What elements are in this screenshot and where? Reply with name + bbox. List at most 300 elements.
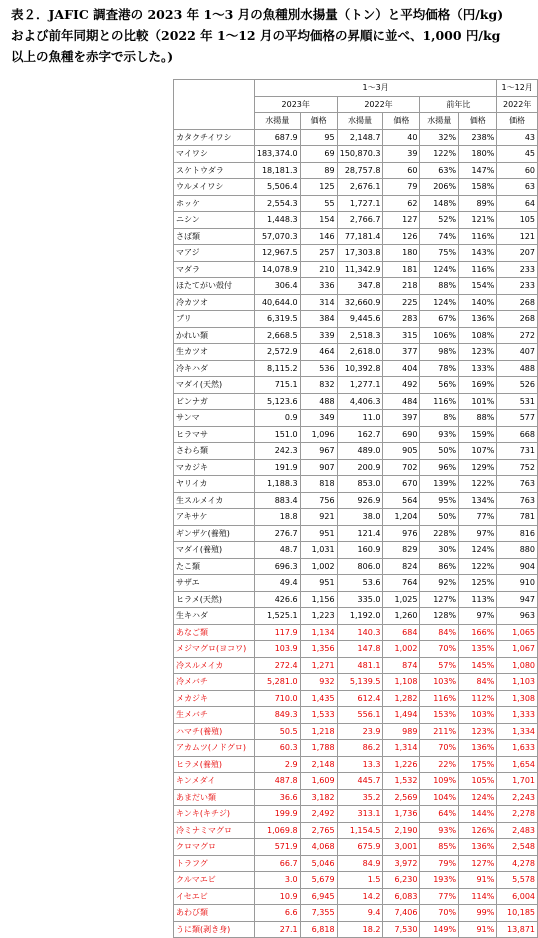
volume-2023: 50.5 xyxy=(254,723,300,740)
price-2022-full: 233 xyxy=(497,261,538,278)
volume-2023: 883.4 xyxy=(254,492,300,509)
price-2022-full: 531 xyxy=(497,393,538,410)
price-ratio: 99% xyxy=(459,905,497,922)
price-2022-full: 1,333 xyxy=(497,707,538,724)
table-row xyxy=(174,789,538,806)
volume-2022: 853.0 xyxy=(337,476,383,493)
price-2023: 464 xyxy=(300,344,337,361)
volume-ratio: 116% xyxy=(420,393,459,410)
price-2023: 125 xyxy=(300,179,337,196)
species-name: 生メバチ xyxy=(174,707,255,724)
price-ratio: 127% xyxy=(459,855,497,872)
price-ratio: 84% xyxy=(459,674,497,691)
species-name: マダイ(天然) xyxy=(174,377,255,394)
price-ratio: 125% xyxy=(459,575,497,592)
price-2022-full: 1,065 xyxy=(497,624,538,641)
price-ratio: 123% xyxy=(459,723,497,740)
price-2022: 6,083 xyxy=(383,888,420,905)
price-2023: 921 xyxy=(300,509,337,526)
volume-ratio: 149% xyxy=(420,921,459,938)
price-ratio: 103% xyxy=(459,707,497,724)
species-name: ブリ xyxy=(174,311,255,328)
species-name: 冷カツオ xyxy=(174,294,255,311)
fish-landings-table xyxy=(173,79,538,938)
price-2022-full: 668 xyxy=(497,426,538,443)
species-name: さわら類 xyxy=(174,443,255,460)
price-2022: 670 xyxy=(383,476,420,493)
price-2022-full: 105 xyxy=(497,212,538,229)
price-ratio: 136% xyxy=(459,839,497,856)
species-name: うに類(剥き身) xyxy=(174,921,255,938)
volume-2022: 38.0 xyxy=(337,509,383,526)
price-2023: 1,356 xyxy=(300,641,337,658)
price-2022: 180 xyxy=(383,245,420,262)
price-ratio: 124% xyxy=(459,542,497,559)
price-ratio: 133% xyxy=(459,360,497,377)
table-row xyxy=(174,179,538,196)
species-name: イセエビ xyxy=(174,888,255,905)
volume-2023: 1,448.3 xyxy=(254,212,300,229)
species-name: サンマ xyxy=(174,410,255,427)
price-2022: 181 xyxy=(383,261,420,278)
price-ratio: 122% xyxy=(459,558,497,575)
price-2023: 95 xyxy=(300,129,337,146)
table-row xyxy=(174,690,538,707)
species-name: ヤリイカ xyxy=(174,476,255,493)
volume-2023: 2,668.5 xyxy=(254,327,300,344)
species-name: 生スルメイカ xyxy=(174,492,255,509)
volume-2022: 335.0 xyxy=(337,591,383,608)
price-ratio: 77% xyxy=(459,509,497,526)
price-ratio: 123% xyxy=(459,344,497,361)
price-2023: 1,788 xyxy=(300,740,337,757)
price-2023: 154 xyxy=(300,212,337,229)
price-2023: 3,182 xyxy=(300,789,337,806)
price-2022-full: 526 xyxy=(497,377,538,394)
price-2022-full: 577 xyxy=(497,410,538,427)
volume-2022: 11,342.9 xyxy=(337,261,383,278)
table-row xyxy=(174,360,538,377)
volume-ratio: 52% xyxy=(420,212,459,229)
species-name: 冷メバチ xyxy=(174,674,255,691)
volume-ratio: 88% xyxy=(420,278,459,295)
price-2022: 1,260 xyxy=(383,608,420,625)
volume-2022: 86.2 xyxy=(337,740,383,757)
price-ratio: 143% xyxy=(459,245,497,262)
table-row xyxy=(174,459,538,476)
price-2022-full: 488 xyxy=(497,360,538,377)
price-2022-full: 1,103 xyxy=(497,674,538,691)
price-2022: 702 xyxy=(383,459,420,476)
price-2022-full: 6,004 xyxy=(497,888,538,905)
price-2023: 6,945 xyxy=(300,888,337,905)
volume-ratio: 103% xyxy=(420,674,459,691)
volume-2022: 147.8 xyxy=(337,641,383,658)
caption-line-3: 以上の魚種を赤字で示した。) xyxy=(11,49,174,64)
price-ratio: 88% xyxy=(459,410,497,427)
price-ratio: 107% xyxy=(459,443,497,460)
volume-ratio: 228% xyxy=(420,525,459,542)
volume-2023: 18,181.3 xyxy=(254,162,300,179)
volume-2022: 313.1 xyxy=(337,806,383,823)
volume-2023: 18.8 xyxy=(254,509,300,526)
price-2022-full: 1,080 xyxy=(497,657,538,674)
price-ratio: 126% xyxy=(459,822,497,839)
price-2023: 69 xyxy=(300,146,337,163)
volume-2022: 11.0 xyxy=(337,410,383,427)
header-year-2022: 2022年 xyxy=(337,96,420,113)
volume-2022: 5,139.5 xyxy=(337,674,383,691)
volume-ratio: 106% xyxy=(420,327,459,344)
species-name: 生キハダ xyxy=(174,608,255,625)
volume-2022: 150,870.3 xyxy=(337,146,383,163)
volume-2023: 426.6 xyxy=(254,591,300,608)
price-2023: 1,002 xyxy=(300,558,337,575)
species-name: サザエ xyxy=(174,575,255,592)
price-ratio: 121% xyxy=(459,212,497,229)
price-2023: 89 xyxy=(300,162,337,179)
price-2022-full: 1,308 xyxy=(497,690,538,707)
price-ratio: 140% xyxy=(459,294,497,311)
price-2022: 492 xyxy=(383,377,420,394)
volume-2022: 347.8 xyxy=(337,278,383,295)
price-ratio: 114% xyxy=(459,888,497,905)
header-year-2023: 2023年 xyxy=(254,96,337,113)
volume-ratio: 84% xyxy=(420,624,459,641)
price-2022: 315 xyxy=(383,327,420,344)
volume-2023: 117.9 xyxy=(254,624,300,641)
price-2022: 7,406 xyxy=(383,905,420,922)
volume-ratio: 92% xyxy=(420,575,459,592)
volume-2023: 696.3 xyxy=(254,558,300,575)
price-2023: 488 xyxy=(300,393,337,410)
price-2022: 404 xyxy=(383,360,420,377)
price-2022: 1,204 xyxy=(383,509,420,526)
volume-2023: 1,069.8 xyxy=(254,822,300,839)
price-2022: 6,230 xyxy=(383,872,420,889)
price-2022-full: 947 xyxy=(497,591,538,608)
species-name: メジマグロ(ヨコワ) xyxy=(174,641,255,658)
price-2022: 127 xyxy=(383,212,420,229)
species-name: マダイ(養殖) xyxy=(174,542,255,559)
price-ratio: 129% xyxy=(459,459,497,476)
volume-2022: 2,676.1 xyxy=(337,179,383,196)
table-row xyxy=(174,393,538,410)
price-2022: 1,108 xyxy=(383,674,420,691)
volume-2023: 487.8 xyxy=(254,773,300,790)
header-volume-2022: 水揚量 xyxy=(337,113,383,130)
table-row xyxy=(174,756,538,773)
volume-2023: 60.3 xyxy=(254,740,300,757)
volume-2022: 926.9 xyxy=(337,492,383,509)
header-volume-yoy: 水揚量 xyxy=(420,113,459,130)
volume-2023: 5,281.0 xyxy=(254,674,300,691)
price-2022: 40 xyxy=(383,129,420,146)
table-row xyxy=(174,921,538,938)
price-ratio: 112% xyxy=(459,690,497,707)
header-species-blank xyxy=(174,80,255,130)
price-ratio: 159% xyxy=(459,426,497,443)
species-name: キンキ(キチジ) xyxy=(174,806,255,823)
volume-ratio: 85% xyxy=(420,839,459,856)
price-2022: 3,001 xyxy=(383,839,420,856)
price-2022-full: 1,701 xyxy=(497,773,538,790)
price-2022-full: 268 xyxy=(497,294,538,311)
volume-2022: 1,192.0 xyxy=(337,608,383,625)
species-name: あなご類 xyxy=(174,624,255,641)
price-2023: 2,148 xyxy=(300,756,337,773)
species-name: ヒラメ(天然) xyxy=(174,591,255,608)
volume-2022: 445.7 xyxy=(337,773,383,790)
volume-2022: 23.9 xyxy=(337,723,383,740)
price-2023: 257 xyxy=(300,245,337,262)
price-2023: 314 xyxy=(300,294,337,311)
price-2022-full: 2,243 xyxy=(497,789,538,806)
price-2022: 218 xyxy=(383,278,420,295)
volume-ratio: 50% xyxy=(420,443,459,460)
volume-ratio: 211% xyxy=(420,723,459,740)
price-2022: 690 xyxy=(383,426,420,443)
volume-2022: 1,727.1 xyxy=(337,195,383,212)
volume-2023: 5,506.4 xyxy=(254,179,300,196)
volume-2022: 53.6 xyxy=(337,575,383,592)
table-row xyxy=(174,575,538,592)
volume-2022: 35.2 xyxy=(337,789,383,806)
price-2022: 7,530 xyxy=(383,921,420,938)
price-2023: 1,031 xyxy=(300,542,337,559)
volume-2022: 1.5 xyxy=(337,872,383,889)
price-2023: 339 xyxy=(300,327,337,344)
price-2022: 989 xyxy=(383,723,420,740)
price-2022: 79 xyxy=(383,179,420,196)
volume-2023: 49.4 xyxy=(254,575,300,592)
volume-2023: 715.1 xyxy=(254,377,300,394)
volume-2023: 199.9 xyxy=(254,806,300,823)
volume-ratio: 104% xyxy=(420,789,459,806)
price-ratio: 105% xyxy=(459,773,497,790)
volume-ratio: 63% xyxy=(420,162,459,179)
volume-2022: 2,766.7 xyxy=(337,212,383,229)
volume-2022: 806.0 xyxy=(337,558,383,575)
table-row xyxy=(174,311,538,328)
volume-ratio: 193% xyxy=(420,872,459,889)
price-2023: 951 xyxy=(300,525,337,542)
volume-ratio: 98% xyxy=(420,344,459,361)
volume-ratio: 124% xyxy=(420,261,459,278)
price-2022-full: 880 xyxy=(497,542,538,559)
price-2022: 1,314 xyxy=(383,740,420,757)
volume-ratio: 206% xyxy=(420,179,459,196)
price-ratio: 108% xyxy=(459,327,497,344)
volume-ratio: 109% xyxy=(420,773,459,790)
price-2022-full: 4,278 xyxy=(497,855,538,872)
volume-2022: 481.1 xyxy=(337,657,383,674)
price-2022-full: 763 xyxy=(497,476,538,493)
volume-ratio: 75% xyxy=(420,245,459,262)
price-2022: 1,494 xyxy=(383,707,420,724)
price-2023: 1,156 xyxy=(300,591,337,608)
price-2022-full: 1,654 xyxy=(497,756,538,773)
price-2022: 1,025 xyxy=(383,591,420,608)
price-2022: 3,972 xyxy=(383,855,420,872)
price-2022: 39 xyxy=(383,146,420,163)
price-ratio: 134% xyxy=(459,492,497,509)
price-2022: 874 xyxy=(383,657,420,674)
price-2023: 1,271 xyxy=(300,657,337,674)
table-row xyxy=(174,806,538,823)
price-ratio: 166% xyxy=(459,624,497,641)
table-row xyxy=(174,905,538,922)
price-2022-full: 63 xyxy=(497,179,538,196)
volume-ratio: 93% xyxy=(420,426,459,443)
price-ratio: 89% xyxy=(459,195,497,212)
volume-2022: 162.7 xyxy=(337,426,383,443)
volume-ratio: 57% xyxy=(420,657,459,674)
price-2022: 225 xyxy=(383,294,420,311)
volume-ratio: 32% xyxy=(420,129,459,146)
volume-2023: 40,644.0 xyxy=(254,294,300,311)
price-2023: 1,223 xyxy=(300,608,337,625)
species-name: メカジキ xyxy=(174,690,255,707)
price-2023: 967 xyxy=(300,443,337,460)
volume-ratio: 96% xyxy=(420,459,459,476)
table-row xyxy=(174,195,538,212)
price-2023: 6,818 xyxy=(300,921,337,938)
header-price-2023: 価格 xyxy=(300,113,337,130)
price-2022-full: 910 xyxy=(497,575,538,592)
price-2023: 1,096 xyxy=(300,426,337,443)
species-name: ハマチ(養殖) xyxy=(174,723,255,740)
volume-2022: 2,518.3 xyxy=(337,327,383,344)
price-2022: 829 xyxy=(383,542,420,559)
price-2023: 1,533 xyxy=(300,707,337,724)
table-row xyxy=(174,558,538,575)
table-row xyxy=(174,443,538,460)
species-name: 冷スルメイカ xyxy=(174,657,255,674)
volume-ratio: 67% xyxy=(420,311,459,328)
table-row xyxy=(174,146,538,163)
table-row xyxy=(174,641,538,658)
table-row xyxy=(174,723,538,740)
volume-ratio: 153% xyxy=(420,707,459,724)
species-name: マイワシ xyxy=(174,146,255,163)
volume-2023: 27.1 xyxy=(254,921,300,938)
volume-2023: 2,554.3 xyxy=(254,195,300,212)
volume-2023: 103.9 xyxy=(254,641,300,658)
volume-2022: 140.3 xyxy=(337,624,383,641)
price-ratio: 116% xyxy=(459,261,497,278)
volume-ratio: 74% xyxy=(420,228,459,245)
caption-line-1: 表２．JAFIC 調査港の 2023 年 1～3 月の魚種別水揚量（トン）と平均価格（円/kg) xyxy=(11,7,504,22)
volume-2022: 2,148.7 xyxy=(337,129,383,146)
table-row xyxy=(174,591,538,608)
volume-2022: 9.4 xyxy=(337,905,383,922)
price-2022: 60 xyxy=(383,162,420,179)
price-2022-full: 1,633 xyxy=(497,740,538,757)
price-ratio: 97% xyxy=(459,525,497,542)
price-2023: 2,492 xyxy=(300,806,337,823)
volume-2023: 183,374.0 xyxy=(254,146,300,163)
price-2023: 7,355 xyxy=(300,905,337,922)
volume-2023: 272.4 xyxy=(254,657,300,674)
volume-2023: 12,967.5 xyxy=(254,245,300,262)
volume-2023: 687.9 xyxy=(254,129,300,146)
volume-2023: 849.3 xyxy=(254,707,300,724)
price-2022-full: 233 xyxy=(497,278,538,295)
species-name: かれい類 xyxy=(174,327,255,344)
price-2022: 377 xyxy=(383,344,420,361)
volume-2023: 306.4 xyxy=(254,278,300,295)
header-year-2022-full: 2022年 xyxy=(497,96,538,113)
volume-2023: 3.0 xyxy=(254,872,300,889)
price-2023: 2,765 xyxy=(300,822,337,839)
price-2022: 484 xyxy=(383,393,420,410)
price-2023: 1,134 xyxy=(300,624,337,641)
price-2022-full: 5,578 xyxy=(497,872,538,889)
volume-2022: 489.0 xyxy=(337,443,383,460)
price-ratio: 175% xyxy=(459,756,497,773)
species-name: アキサケ xyxy=(174,509,255,526)
price-2022-full: 904 xyxy=(497,558,538,575)
table-row xyxy=(174,327,538,344)
table-row xyxy=(174,674,538,691)
price-2022: 1,282 xyxy=(383,690,420,707)
volume-ratio: 127% xyxy=(420,591,459,608)
volume-2022: 32,660.9 xyxy=(337,294,383,311)
price-2023: 146 xyxy=(300,228,337,245)
volume-ratio: 79% xyxy=(420,855,459,872)
species-name: 生カツオ xyxy=(174,344,255,361)
species-name: ホッケ xyxy=(174,195,255,212)
volume-2023: 10.9 xyxy=(254,888,300,905)
price-ratio: 122% xyxy=(459,476,497,493)
price-2022-full: 207 xyxy=(497,245,538,262)
volume-2022: 160.9 xyxy=(337,542,383,559)
table-row xyxy=(174,410,538,427)
volume-2022: 84.9 xyxy=(337,855,383,872)
price-2022-full: 2,278 xyxy=(497,806,538,823)
table-row xyxy=(174,542,538,559)
volume-2023: 1,188.3 xyxy=(254,476,300,493)
species-name: さば類 xyxy=(174,228,255,245)
price-2023: 1,609 xyxy=(300,773,337,790)
header-period-q1: 1～3月 xyxy=(254,80,496,97)
price-2022-full: 272 xyxy=(497,327,538,344)
volume-2022: 675.9 xyxy=(337,839,383,856)
price-ratio: 158% xyxy=(459,179,497,196)
price-2023: 1,435 xyxy=(300,690,337,707)
species-name: あまだい類 xyxy=(174,789,255,806)
volume-2022: 4,406.3 xyxy=(337,393,383,410)
price-ratio: 169% xyxy=(459,377,497,394)
table-row xyxy=(174,278,538,295)
species-name: マアジ xyxy=(174,245,255,262)
caption-line-2: および前年同期との比較（2022 年 1～12 月の平均価格の昇順に並べ、1,000 円/kg xyxy=(11,28,501,43)
volume-2022: 13.3 xyxy=(337,756,383,773)
price-ratio: 136% xyxy=(459,740,497,757)
price-2022: 283 xyxy=(383,311,420,328)
price-2023: 932 xyxy=(300,674,337,691)
volume-ratio: 64% xyxy=(420,806,459,823)
price-2022-full: 13,871 xyxy=(497,921,538,938)
table-row xyxy=(174,855,538,872)
price-ratio: 124% xyxy=(459,789,497,806)
table-row xyxy=(174,624,538,641)
volume-ratio: 148% xyxy=(420,195,459,212)
volume-ratio: 122% xyxy=(420,146,459,163)
species-name: ほたてがい殻付 xyxy=(174,278,255,295)
price-2022-full: 1,067 xyxy=(497,641,538,658)
